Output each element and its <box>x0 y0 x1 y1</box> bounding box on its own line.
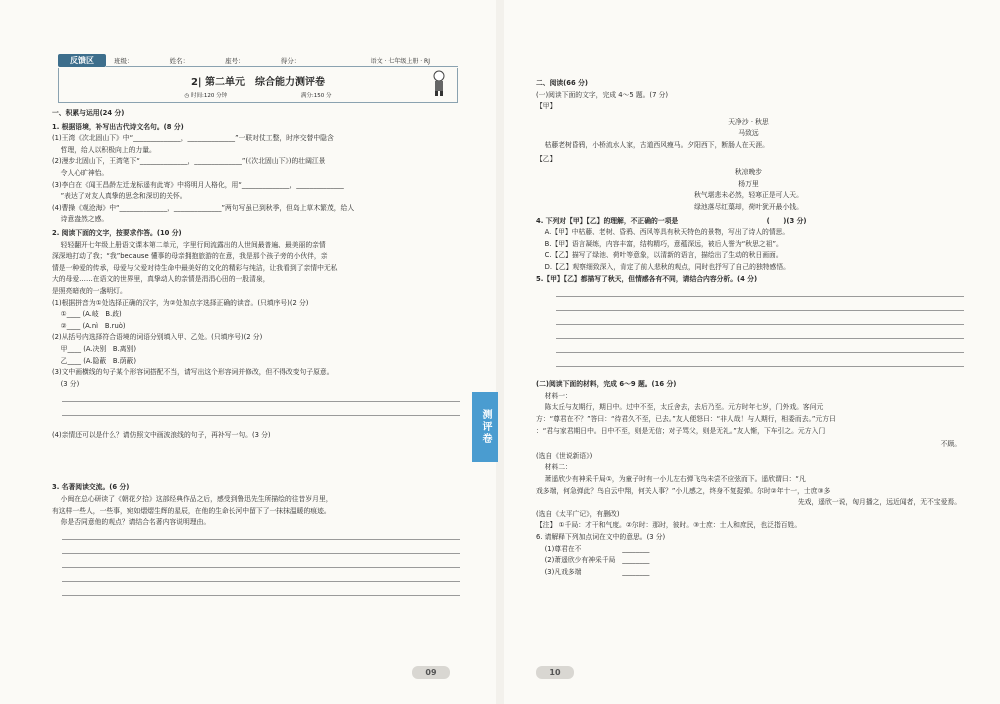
text-line: (二)阅读下面的材料，完成 6～9 题。(16 分) <box>536 380 677 389</box>
text-line: 大的母爱……在语文的世界里，真挚动人的亲情是涓涓心田的一股清泉， <box>52 275 270 284</box>
text-line: 6. 请解释下列加点词在文中的意思。(3 分) <box>536 533 666 541</box>
seat-field: 座号： <box>225 57 245 65</box>
text-line: 你是否同意他的观点？请结合名著内容说明理由。 <box>52 518 211 527</box>
text-line: 5.【甲】【乙】都描写了秋天，但情感各有不同，请结合内容分析。(4 分) <box>536 274 758 283</box>
text-line: 【注】 ①千局：才干和气度。②尔时：那时，彼时。③士庶：士人和庶民，也泛指百姓。 <box>536 521 802 530</box>
exam-score: 满分:150 分 <box>300 93 332 99</box>
answer-line <box>62 567 460 568</box>
answer-line <box>556 310 964 311</box>
feedback-line <box>106 66 458 67</box>
text-line: 【乙】 <box>536 154 557 163</box>
text-line: ”表达了对友人真挚的思念和深切的关怀。 <box>52 192 187 201</box>
text-line: (选自《太平广记》，有删改) <box>536 509 620 518</box>
text-line: (3)凡戏多端 ________ <box>536 567 650 576</box>
text-line: 2. 阅读下面的文字，按要求作答。(10 分) <box>52 229 182 237</box>
text-line: (3)李白在《闻王昌龄左迁龙标遥有此寄》中将明月人格化，用“______________，______________ <box>52 180 344 189</box>
answer-line <box>62 581 460 582</box>
text-line: 乙____ (A.隐蔽 B.荫蔽) <box>52 356 136 365</box>
feedback-tag: 反馈区 <box>58 54 106 67</box>
text-line: 天净沙 · 秋思 <box>728 117 769 126</box>
answer-line <box>62 553 460 554</box>
text-line: ①____ (A.岐 B.歧) <box>52 310 122 319</box>
text-line: B.【甲】语言凝练，内容丰富，结构精巧，意蕴深远，被后人誉为“秋思之祖”。 <box>536 239 783 248</box>
text-line: (4)曹操《观沧海》中“______________，______________”两句写虽已到秋季，但岛上草木繁茂，给人 <box>52 203 355 212</box>
text-line: 先戏，遥欣一说，匈月播之，远近闻者，无不宝爱焉。 <box>797 498 961 507</box>
text-line: 小闽在总心研读了《朝花夕拾》这部经典作品之后，感受到鲁迅先生所描绘的往昔岁月里， <box>52 495 333 503</box>
text-line: 诗意盎然之感。 <box>52 215 109 224</box>
text-line: ②____ (A.nì B.ruò) <box>52 321 126 330</box>
text-line: (3 分) <box>52 379 80 388</box>
text-line: 戏多端，何急弹此？鸟自云中翔，何关人事？”小儿感之，终身不复捉弹。尔时②年十一，士庶③多 <box>536 486 831 495</box>
text-line: 一、积累与运用(24 分) <box>52 109 125 117</box>
text-line: D.【乙】观察细致深入，肯定了前人悲秋的观点，同时也抒写了自己的独特感悟。 <box>536 263 790 271</box>
text-line: (1)根据拼音为①处选择正确的汉字，为②处加点字选择正确的读音。(只填序号)(2 分) <box>52 298 309 307</box>
text-line: 是照亮暗夜的一盏明灯。 <box>52 287 127 295</box>
text-line: (一)阅读下面的文字，完成 4～5 题。(7 分) <box>536 90 669 99</box>
text-line: 不顾。 <box>940 440 961 449</box>
tab-left: 测评卷 <box>472 392 498 462</box>
text-line: (3)文中画横线的句子某个形容词搭配不当，请写出这个形容词并修改，但不得改变句子原意。 <box>52 368 334 377</box>
text-line: 二、阅读(66 分) <box>536 79 589 87</box>
text-line: 马致远 <box>738 129 759 138</box>
text-line: 绿池落尽红蕖却，荷叶犹开最小钱。 <box>694 203 803 211</box>
text-line: ：“君与家君期日中。日中不至，则是无信；对子骂父，则是无礼。”友人惭，下车引之。元方入门 <box>536 426 826 435</box>
text-line: 有这样一些人，一些事，宛如熠熠生辉的星辰，在他的生命长河中留下了一抹抹温暖的痕迹。 <box>52 506 331 515</box>
text-line: 方：“尊君在不？”答曰：“待君久不至，已去。”友人便怒曰：“非人哉！与人期行，相委而去。”元方曰 <box>536 415 836 423</box>
page-title: 2| 第二单元 综合能力测评卷 <box>190 77 326 88</box>
answer-line <box>556 352 964 353</box>
text-line: (2)从括号内选择符合语境的词语分别填入甲、乙处。(只填序号)(2 分) <box>52 333 263 342</box>
text-line: 秋气堪悲未必然，轻寒正是可人天。 <box>694 191 803 200</box>
text-line: 3. 名著阅读交流。(6 分) <box>52 483 130 492</box>
answer-line <box>62 539 460 540</box>
exam-time: ◷ 时间:120 分钟 <box>184 93 228 99</box>
name-field: 姓名： <box>169 57 190 65</box>
score-field: 得分： <box>280 57 301 65</box>
text-line: 1. 根据语境，补写出古代诗文名句。(8 分) <box>52 122 184 131</box>
class-field: 班级： <box>114 57 134 65</box>
answer-line <box>556 366 964 367</box>
text-line: 材料二： <box>536 463 572 472</box>
text-line: 轻轻翻开七年级上册语文课本第二单元，字里行间流露出的人世间最普遍、最美丽的亲情 <box>52 240 326 249</box>
answer-line <box>556 324 964 325</box>
right-page <box>504 0 1000 704</box>
title-box <box>58 68 458 103</box>
text-line: (1)尊君在不 ________ <box>536 544 650 553</box>
text-line: 萧遥欣少有神采千局①，为童子时有一小儿左右弹飞鸟未尝不应弦而下。遥欣谓曰：“凡 <box>536 475 806 483</box>
text-line: (2)萧遥欣少有神采千局 ________ <box>536 556 650 565</box>
answer-line <box>62 595 460 596</box>
text-line: 深深地打动了我；“我”because 懂事的母亲拥抱旅游的在意，我是那个孩子旁的小伙伴，亲 <box>52 252 328 261</box>
text-line: 枯藤老树昏鸦，小桥流水人家，古道西风瘦马。夕阳西下，断肠人在天涯。 <box>536 141 769 149</box>
answer-line <box>62 401 460 402</box>
subject-label: 语文 · 七年级上册 · RJ <box>370 58 430 65</box>
answer-line <box>556 296 964 297</box>
text-line: 哲理，给人以积极向上的力量。 <box>52 145 156 154</box>
text-line: 令人心旷神怡。 <box>52 169 109 177</box>
answer-line <box>556 338 964 339</box>
text-line: 情是一种爱的传承，母爱与父爱对待生命中最美好的文化的精彩与纯洁，让我看到了亲情中无私 <box>52 263 338 272</box>
exam-meta <box>59 91 457 99</box>
mascot-icon <box>431 70 447 96</box>
text-line: 陈太丘与友期行，期日中。过中不至，太丘舍去，去后乃至。元方时年七岁，门外戏。客问元 <box>536 403 824 412</box>
text-line: 4. 下列对【甲】【乙】的理解，不正确的一项是 ( )(3 分) <box>536 216 807 225</box>
page-number-left: 09 <box>412 666 450 679</box>
text-line: (选自《世说新语》) <box>536 451 593 460</box>
left-page <box>0 0 496 704</box>
page-number-right: 10 <box>536 666 574 679</box>
answer-line <box>62 415 460 416</box>
text-line: (4)亲情还可以是什么？请仿照文中画波浪线的句子，再补写一句。(3 分) <box>52 431 271 439</box>
text-line: 材料一： <box>536 391 572 400</box>
text-line: 甲____ (A.决别 B.离别) <box>52 345 136 353</box>
text-line: A.【甲】中枯藤、老树、昏鸦、西风等具有秋天特色的景物，写出了诗人的情思。 <box>536 228 790 237</box>
feedback-bar <box>58 54 456 68</box>
text-line: C.【乙】描写了绿池、荷叶等意象，以清新的语言，描绘出了生动的秋日画面。 <box>536 251 783 260</box>
text-line: 杨万里 <box>738 179 759 188</box>
feedback-fields <box>114 56 334 65</box>
text-line: 秋凉晚步 <box>734 168 763 177</box>
text-line: (2)漫步北固山下，王湾笔下“______________，______________”(《次北固山下》)的壮阔江景 <box>52 157 326 166</box>
text-line: (1)王湾《次北固山下》中“______________，______________”一联对仗工整，时序交替中隐含 <box>52 134 334 143</box>
text-line: 【甲】 <box>536 102 557 111</box>
